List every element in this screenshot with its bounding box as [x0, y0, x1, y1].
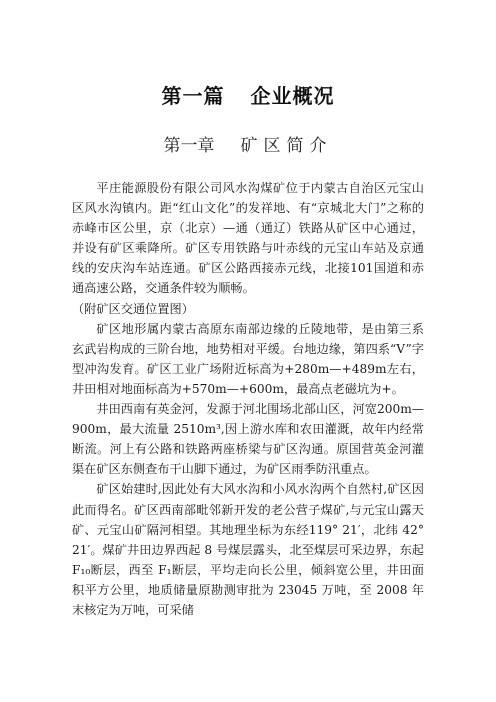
paragraph-river: 井田西南有英金河，发源于河北围场北部山区，河宽200m—900m，最大流量 2510m³,因上游水库和农田灌溉，故年内经常断流。河上有公路和铁路两座桥梁与矿区沟通。原国营英金河灌渠在矿区东侧查布干山脚下通过，为矿区雨季防汛重点。 — [72, 402, 424, 477]
paragraph-location: 平庄能源股份有限公司风水沟煤矿位于内蒙古自治区元宝山区风水沟镇内。距“红山文化”的发祥地、有“京城北大门”之称的赤峰市区公里，京（北京）—通（通辽）铁路从矿区中心通过，并设有矿区乘降所。矿区专用铁路与叶赤线的元宝山车站及京通线的安庆沟车站连通。矿区公路西接赤元线，北接101国道和赤通高速公路，交通条件较为顺畅。 — [72, 181, 424, 296]
chapter-title — [0, 131, 496, 156]
chapter-text: 矿区简介 — [240, 136, 333, 156]
paragraph-terrain: 矿区地形属内蒙古高原东南部边缘的丘陵地带，是由第三系玄武岩构成的三阶台地，地势相对平缓。台地边缘，第四系“V”字型冲沟发育。矿区工业广场附近标高为+280m—+489m左右，井田相对地面标高为+570m—+600m，最高点老磁坑为+。 — [72, 321, 424, 396]
chapter-label: 第一章 — [163, 136, 215, 156]
body-text — [72, 178, 424, 620]
map-reference-note: （附矿区交通位置图） — [72, 301, 194, 316]
paragraph-history: 矿区始建时,因此处有大风水沟和小风水沟两个自然村,矿区因此而得名。矿区西南部毗邻新开发的老公营子煤矿,与元宝山露天矿、元宝山矿隔河相望。其地理坐标为东经119° 21′，北纬 42° 21′。煤矿井田边界西起 8 号煤层露头，北至煤层可采边界，东起 F₁₀断层，西至 F₁断层，平均走向长公里，倾斜宽公里，井田面积平方公里，地质储量原勘测审批为 23045 万吨，至 2008 年末核定为万吨，可采储 — [72, 482, 424, 617]
part-label: 第一篇 — [161, 84, 225, 108]
part-title — [0, 80, 496, 109]
part-text: 企业概况 — [250, 84, 335, 108]
